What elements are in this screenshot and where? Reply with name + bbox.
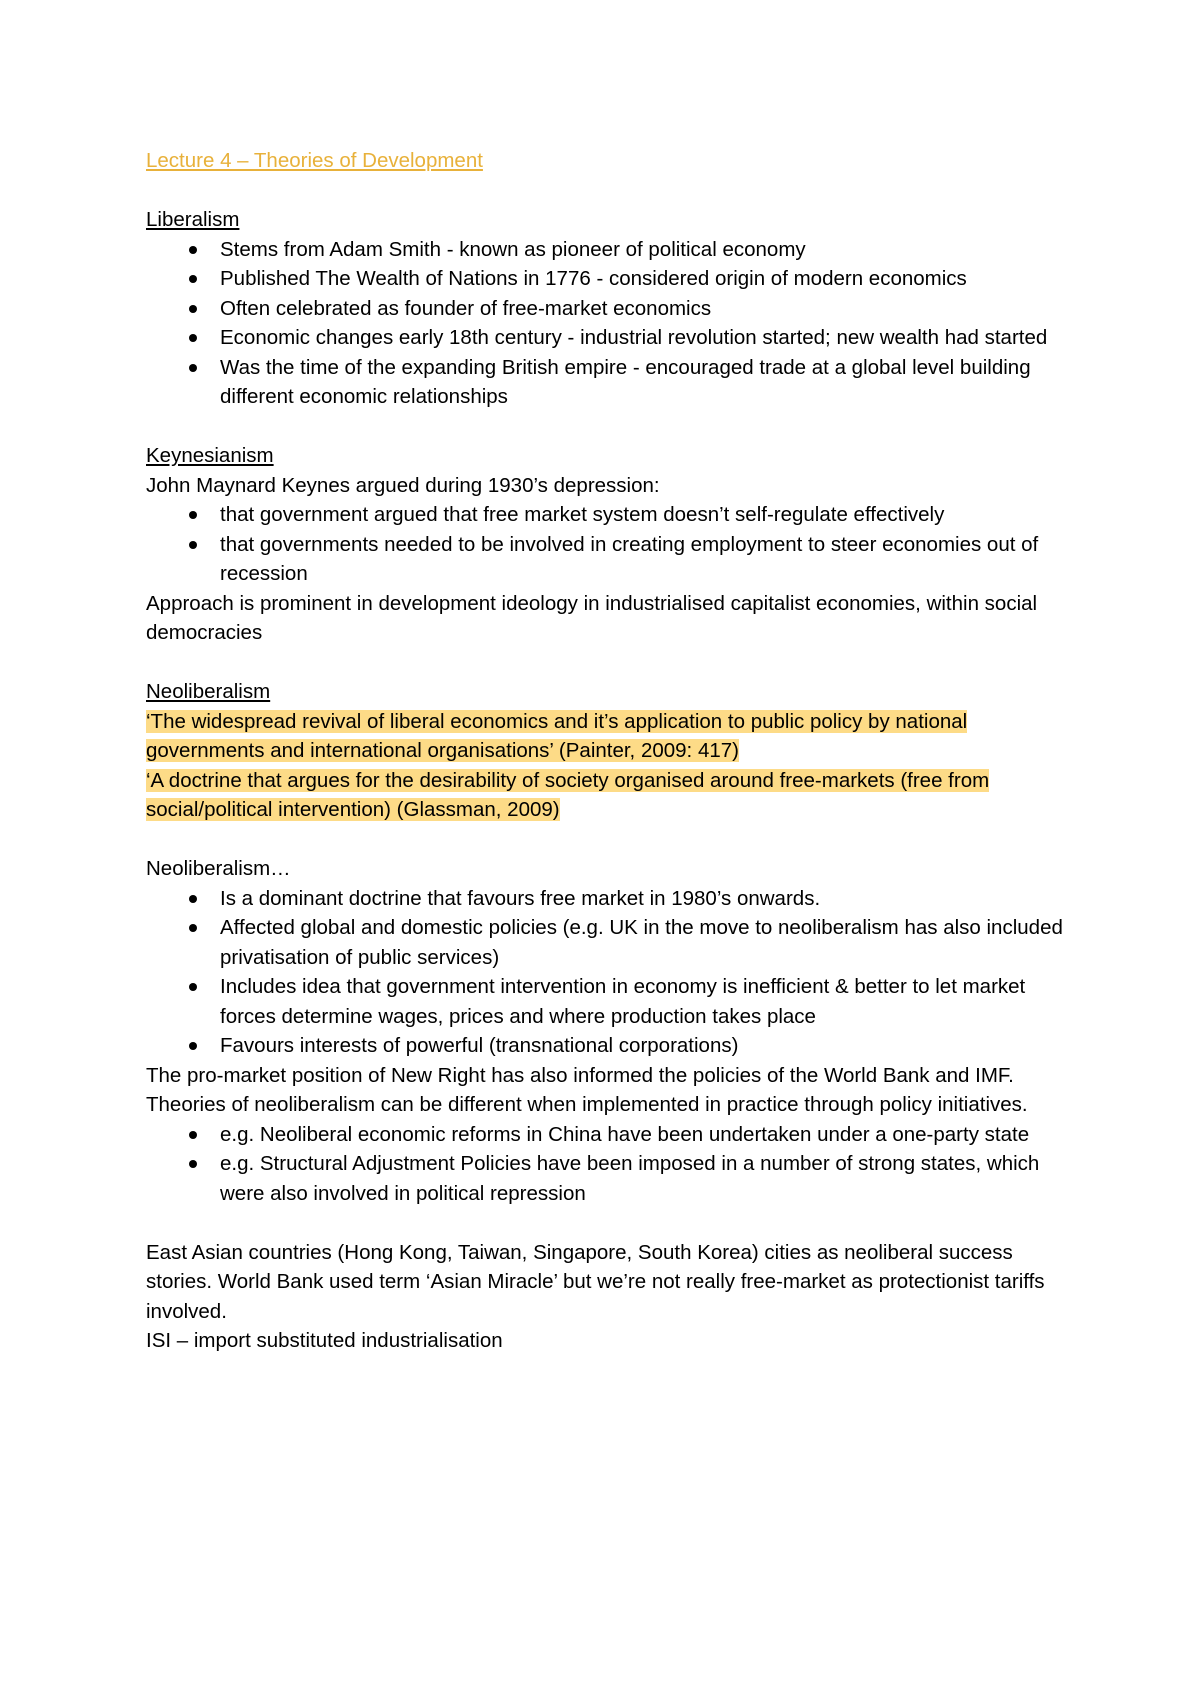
heading-neoliberalism: Neoliberalism xyxy=(146,680,271,703)
list-item: Published The Wealth of Nations in 1776 - considered origin of modern economics xyxy=(146,264,1076,294)
document-title: Lecture 4 – Theories of Development xyxy=(146,149,483,172)
list-item: Includes idea that government intervention in economy is inefficient & better to let market forces determine wages, prices and where production takes place xyxy=(146,972,1076,1031)
list-item: e.g. Neoliberal economic reforms in China have been undertaken under a one-party state xyxy=(146,1120,1076,1150)
list-item: Was the time of the expanding British empire - encouraged trade at a global level building different economic relationships xyxy=(146,353,1076,412)
paragraph-east-asia: East Asian countries (Hong Kong, Taiwan, Singapore, South Korea) cities as neoliberal success stories. World Bank used term ‘Asian Miracle’ but we’re not really free-market as protectionist tariffs involved. xyxy=(146,1240,1045,1323)
quote-painter xyxy=(146,707,1076,766)
list-item: Stems from Adam Smith - known as pioneer of political economy xyxy=(146,235,1076,265)
highlighted-quote: ‘The widespread revival of liberal economics and it’s application to public policy by national governments and international organisations’ (Painter, 2009: 417) xyxy=(146,709,968,762)
liberalism-list xyxy=(146,235,1076,412)
neoliberalism-intro: Neoliberalism… xyxy=(146,857,291,880)
document-body xyxy=(146,146,1076,1356)
neoliberalism-list xyxy=(146,884,1076,1061)
list-item: Favours interests of powerful (transnational corporations) xyxy=(146,1031,1076,1061)
list-item: Often celebrated as founder of free-market economics xyxy=(146,294,1076,324)
paragraph-isi: ISI – import substituted industrialisation xyxy=(146,1329,503,1352)
spacer xyxy=(146,176,1076,206)
list-item: Is a dominant doctrine that favours free market in 1980’s onwards. xyxy=(146,884,1076,914)
list-item: Economic changes early 18th century - industrial revolution started; new wealth had started xyxy=(146,323,1076,353)
quote-glassman xyxy=(146,766,1076,825)
keynesianism-intro: John Maynard Keynes argued during 1930’s depression: xyxy=(146,473,660,497)
spacer xyxy=(146,1208,1076,1238)
paragraph-theories: Theories of neoliberalism can be different when implemented in practice through policy initiatives. xyxy=(146,1093,1028,1116)
spacer xyxy=(146,825,1076,855)
spacer xyxy=(146,648,1076,678)
keynesianism-list xyxy=(146,500,1076,589)
examples-list xyxy=(146,1120,1076,1209)
list-item: e.g. Structural Adjustment Policies have been imposed in a number of strong states, which were also involved in political repression xyxy=(146,1149,1076,1208)
list-item: that governments needed to be involved in creating employment to steer economies out of recession xyxy=(146,530,1076,589)
highlighted-quote: ‘A doctrine that argues for the desirability of society organised around free-markets (free from social/political intervention) (Glassman, 2009) xyxy=(146,768,990,821)
list-item: that government argued that free market system doesn’t self-regulate effectively xyxy=(146,500,1076,530)
paragraph-new-right: The pro-market position of New Right has also informed the policies of the World Bank and IMF. xyxy=(146,1063,1014,1087)
keynesianism-outro: Approach is prominent in development ideology in industrialised capitalist economies, within social democracies xyxy=(146,591,1038,644)
heading-liberalism: Liberalism xyxy=(146,208,240,231)
list-item: Affected global and domestic policies (e.g. UK in the move to neoliberalism has also included privatisation of public services) xyxy=(146,913,1076,972)
heading-keynesianism: Keynesianism xyxy=(146,444,274,467)
spacer xyxy=(146,412,1076,442)
